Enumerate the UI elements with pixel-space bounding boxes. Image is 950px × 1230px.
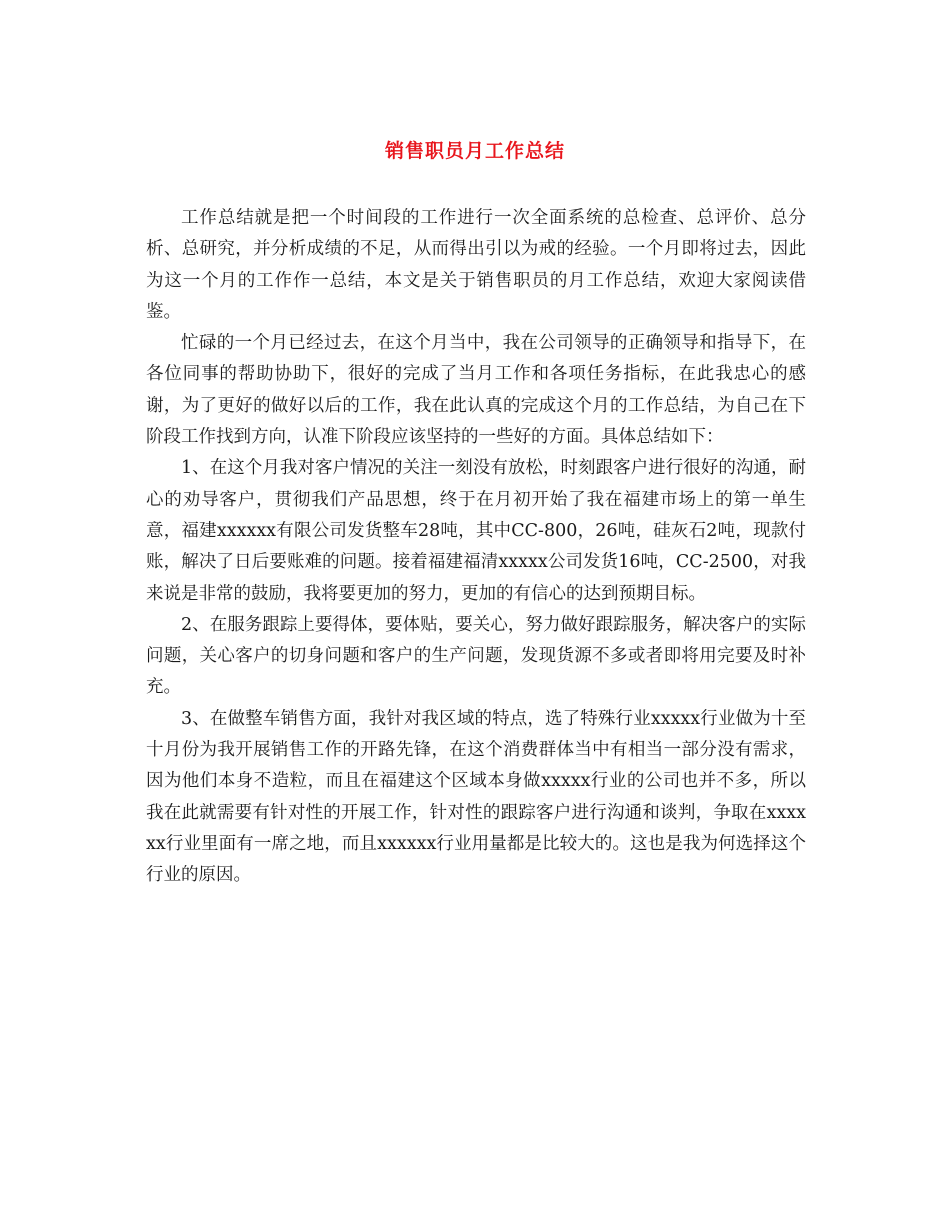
document-title: 销售职员月工作总结: [384, 140, 565, 162]
paragraph-item-1: 1、在这个月我对客户情况的关注一刻没有放松，时刻跟客户进行很好的沟通，耐心的劝导客户，贯彻我们产品思想，终于在月初开始了我在福建市场上的第一单生意，福建xxxxxx有限公司发货整车28吨，其中CC-800，26吨，硅灰石2吨，现款付账，解决了日后要账难的问题。接着福建福清xxxxx公司发货16吨，CC-2500，对我来说是非常的鼓励，我将要更加的努力，更加的有信心的达到预期目标。: [146, 458, 806, 604]
paragraph-intro: 工作总结就是把一个时间段的工作进行一次全面系统的总检查、总评价、总分析、总研究，并分析成绩的不足，从而得出引以为戒的经验。一个月即将过去，因此为这一个月的工作作一总结，本文是关于销售职员的月工作总结，欢迎大家阅读借鉴。: [146, 208, 806, 322]
paragraph-item-3: 3、在做整车销售方面，我针对我区域的特点，选了特殊行业xxxxx行业做为十至十月份为我开展销售工作的开路先锋，在这个消费群体当中有相当一部分没有需求，因为他们本身不造粒，而且在福建这个区域本身做xxxxx行业的公司也并不多，所以我在此就需要有针对性的开展工作，针对性的跟踪客户进行沟通和谈判，争取在xxxxxx行业里面有一席之地，而且xxxxxx行业用量都是比较大的。这也是我为何选择这个行业的原因。: [146, 708, 806, 886]
paragraph-overview: 忙碌的一个月已经过去，在这个月当中，我在公司领导的正确领导和指导下，在各位同事的帮助协助下，很好的完成了当月工作和各项任务指标，在此我忠心的感谢，为了更好的做好以后的工作，我在此认真的完成这个月的工作总结，为自己在下阶段工作找到方向，认准下阶段应该坚持的一些好的方面。具体总结如下：: [146, 333, 806, 448]
document-body: [146, 203, 806, 892]
paragraph-item-2: 2、在服务跟踪上要得体，要体贴，要关心，努力做好跟踪服务，解决客户的实际问题，关心客户的切身问题和客户的生产问题，发现货源不多或者即将用完要及时补充。: [146, 614, 806, 698]
